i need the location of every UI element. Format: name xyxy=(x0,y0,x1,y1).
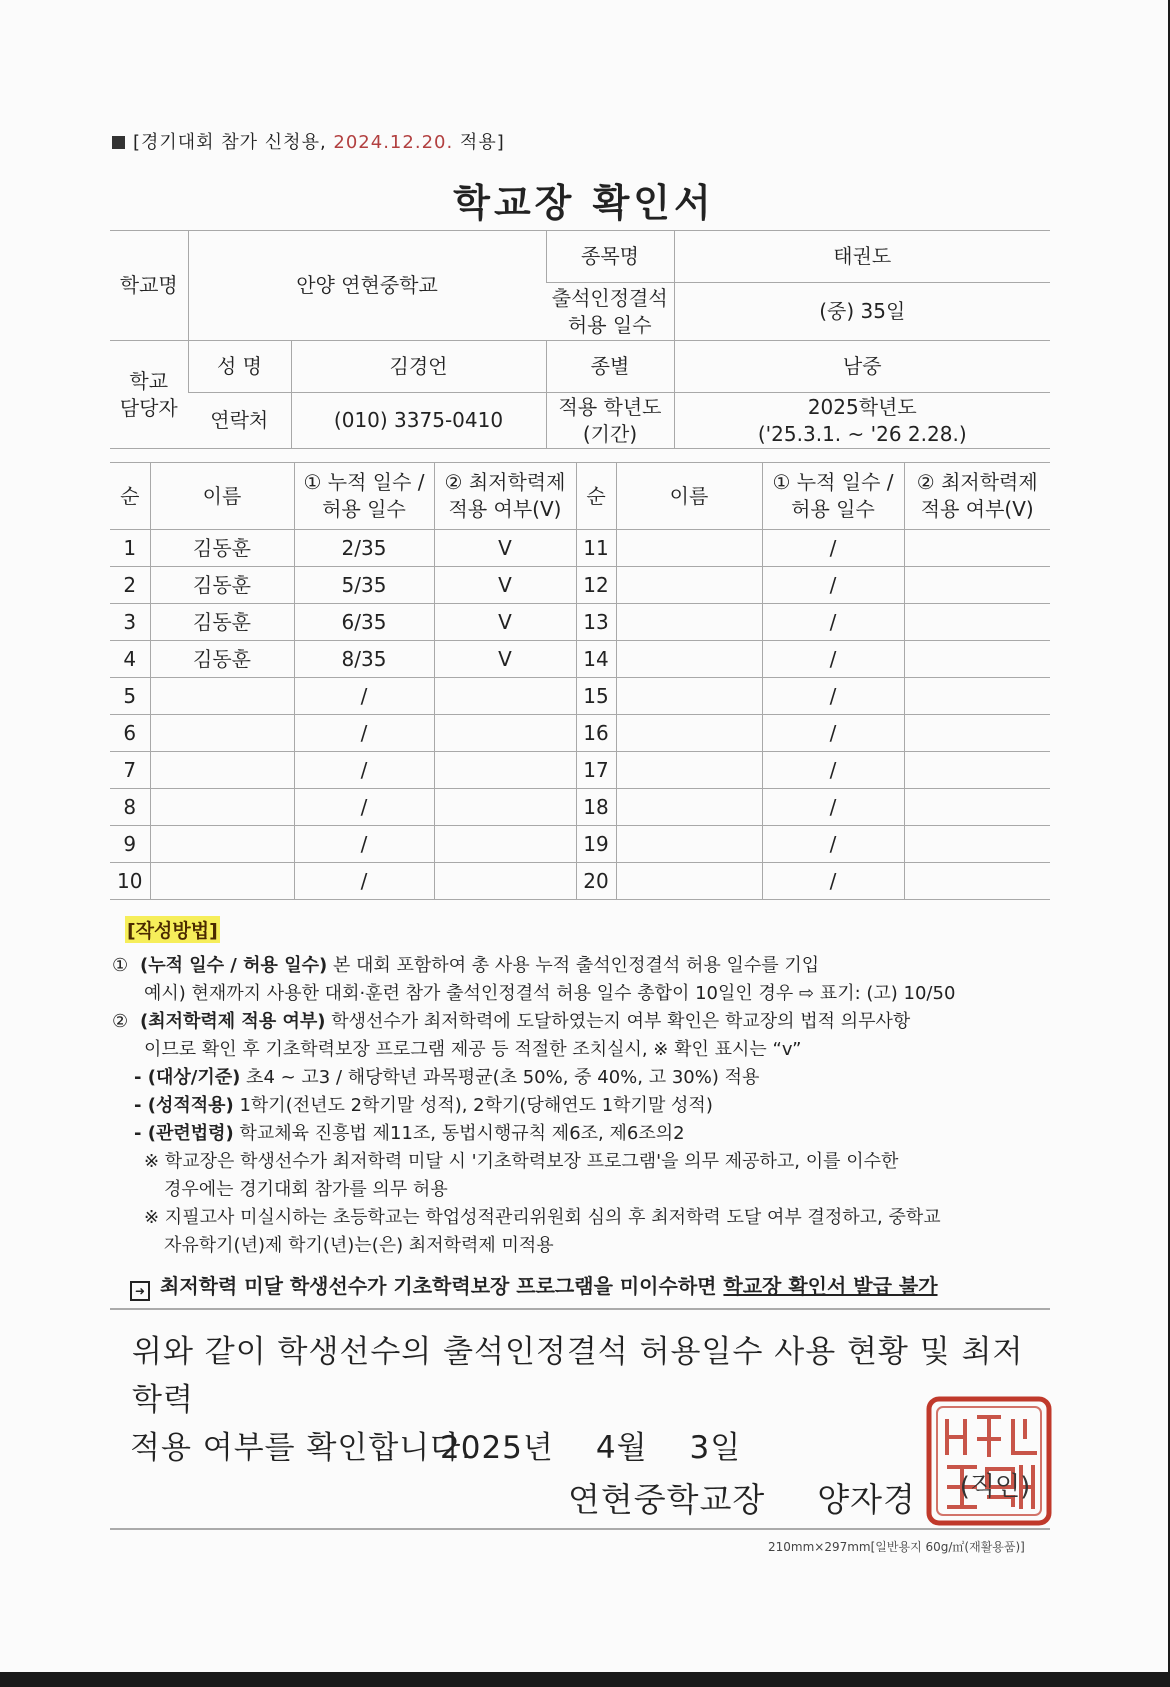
contact-label: 연락처 xyxy=(188,393,291,449)
row-no: 7 xyxy=(110,752,150,789)
row-no: 20 xyxy=(576,863,616,900)
row-days: / xyxy=(762,715,904,752)
row-check xyxy=(434,715,576,752)
b2-text: 1학기(전년도 2학기말 성적), 2학기(당해연도 1학기말 성적) xyxy=(233,1095,713,1116)
allow-days-label xyxy=(546,283,674,341)
table-row xyxy=(110,863,1050,900)
row-days: / xyxy=(762,641,904,678)
col-min-2: 적용 여부(V) xyxy=(448,497,562,521)
row-check xyxy=(904,826,1050,863)
i1-text: 본 대회 포함하여 총 사용 누적 출석인정결석 허용 일수를 기입 xyxy=(327,955,820,976)
row-check: V xyxy=(434,530,576,567)
row-name xyxy=(150,678,294,715)
table-row xyxy=(110,715,1050,752)
row-name xyxy=(616,826,762,863)
bullet-3 xyxy=(112,1120,1052,1148)
row-check: V xyxy=(434,641,576,678)
allow-label-1: 출석인정결석 xyxy=(551,285,668,310)
row-no: 14 xyxy=(576,641,616,678)
row-check xyxy=(904,641,1050,678)
row-no: 4 xyxy=(110,641,150,678)
instruction-2-line2: 이므로 확인 후 기초학력보장 프로그램 제공 등 적절한 조치실시, ※ 확인 표시는 “v” xyxy=(144,1039,802,1060)
row-name xyxy=(150,789,294,826)
date-year: 2025년 xyxy=(440,1430,554,1466)
principal-signature xyxy=(568,1474,916,1521)
row-check xyxy=(904,530,1050,567)
row-days: / xyxy=(762,604,904,641)
row-name xyxy=(616,863,762,900)
sport-label: 종목명 xyxy=(546,231,674,283)
b1-text: 초4 ~ 고3 / 해당학년 과목평균(초 50%, 중 40%, 고 30%) 적용 xyxy=(240,1067,760,1088)
col-days-2: 허용 일수 xyxy=(322,497,406,521)
row-no: 2 xyxy=(110,567,150,604)
year-value-2: ('25.3.1. ~ '26 2.28.) xyxy=(757,421,967,446)
school-label: 학교명 xyxy=(110,231,188,341)
header-note xyxy=(112,128,505,154)
col-min-1: ② 최저학력제 xyxy=(444,470,566,494)
year-label-1: 적용 학년도 xyxy=(558,394,662,419)
row-days: 2/35 xyxy=(294,530,434,567)
date-month: 4월 xyxy=(595,1430,648,1466)
row-check xyxy=(434,863,576,900)
table-row xyxy=(110,641,1050,678)
arrow-box-icon: ➜ xyxy=(130,1281,150,1301)
instruction-1-example: 예시) 현재까지 사용한 대회·훈련 참가 출석인정결석 허용 일수 총합이 10일인 경우 ⇨ 표기: (고) 10/50 xyxy=(144,983,956,1004)
header-date: 2024.12.20. xyxy=(333,132,454,153)
row-no: 19 xyxy=(576,826,616,863)
row-no: 5 xyxy=(110,678,150,715)
school-name: 안양 연현중학교 xyxy=(188,231,546,341)
col-name: 이름 xyxy=(150,463,294,530)
row-check xyxy=(904,567,1050,604)
bottom-divider xyxy=(110,1528,1050,1530)
gender-value: 남중 xyxy=(674,341,1050,393)
row-check: V xyxy=(434,604,576,641)
row-name xyxy=(616,789,762,826)
section-title: [작성방법] xyxy=(125,916,220,943)
row-no: 17 xyxy=(576,752,616,789)
col-min xyxy=(434,463,576,530)
col-name-right: 이름 xyxy=(616,463,762,530)
row-days: / xyxy=(294,826,434,863)
row-days: / xyxy=(762,863,904,900)
row-days: / xyxy=(294,789,434,826)
official-seal-stamp xyxy=(925,1395,1053,1527)
instruction-2 xyxy=(112,1008,1052,1036)
note-1-line1: ※ 학교장은 학생선수가 최저학력 미달 시 '기초학력보장 프로그램'을 의무 제공하고, 이를 이수한 xyxy=(144,1151,899,1172)
row-name: 김동훈 xyxy=(150,567,294,604)
date-day: 3일 xyxy=(689,1430,742,1466)
row-no: 6 xyxy=(110,715,150,752)
row-days: / xyxy=(762,752,904,789)
row-no: 9 xyxy=(110,826,150,863)
year-label-2: (기간) xyxy=(582,421,638,446)
row-days: / xyxy=(762,826,904,863)
row-name xyxy=(616,678,762,715)
row-check xyxy=(434,752,576,789)
instructions xyxy=(112,952,1052,1260)
header-prefix: [경기대회 참가 신청용, xyxy=(133,132,334,153)
note-2-line2: 자유학기(년)제 학기(년)는(은) 최저학력제 미적용 xyxy=(164,1235,554,1256)
row-no: 1 xyxy=(110,530,150,567)
confirm-line1: 위와 같이 학생선수의 출석인정결석 허용일수 사용 현황 및 최저학력 xyxy=(132,1334,1024,1418)
row-days: 6/35 xyxy=(294,604,434,641)
row-name xyxy=(150,715,294,752)
note-2-line1: ※ 지필고사 미실시하는 초등학교는 학업성적관리위원회 심의 후 최저학력 도달 여부 결정하고, 중학교 xyxy=(144,1207,941,1228)
row-name xyxy=(616,604,762,641)
year-label xyxy=(546,393,674,449)
row-days: / xyxy=(294,863,434,900)
row-check xyxy=(904,678,1050,715)
b3-text: 학교체육 진흥법 제11조, 동법시행규칙 제6조, 제6조의2 xyxy=(233,1123,685,1144)
table-row xyxy=(110,567,1050,604)
row-no: 3 xyxy=(110,604,150,641)
row-no: 13 xyxy=(576,604,616,641)
b1-bold: - (대상/기준) xyxy=(134,1067,241,1088)
row-no: 15 xyxy=(576,678,616,715)
note-text: 최저학력 미달 학생선수가 기초학력보장 프로그램을 미이수하면 xyxy=(160,1274,724,1298)
manager-label-2: 담당자 xyxy=(119,395,178,420)
year-value xyxy=(674,393,1050,449)
instruction-1 xyxy=(112,952,1052,980)
row-name xyxy=(616,715,762,752)
divider xyxy=(110,1308,1050,1310)
row-days: / xyxy=(762,678,904,715)
row-no: 18 xyxy=(576,789,616,826)
row-days: / xyxy=(294,752,434,789)
row-name xyxy=(616,530,762,567)
row-check xyxy=(434,789,576,826)
row-check xyxy=(904,863,1050,900)
row-days: 8/35 xyxy=(294,641,434,678)
row-days: / xyxy=(762,530,904,567)
num-2: ② xyxy=(112,1011,129,1032)
name-label: 성 명 xyxy=(188,341,291,393)
row-name xyxy=(150,752,294,789)
row-no: 10 xyxy=(110,863,150,900)
bullet-1 xyxy=(112,1064,1052,1092)
manager-label xyxy=(110,341,188,449)
row-no: 8 xyxy=(110,789,150,826)
table-row xyxy=(110,604,1050,641)
important-note xyxy=(130,1270,938,1301)
row-name: 김동훈 xyxy=(150,604,294,641)
col-days-right xyxy=(762,463,904,530)
row-name xyxy=(616,567,762,604)
b3-bold: - (관련법령) xyxy=(134,1123,234,1144)
principal-name: 양자경 xyxy=(817,1480,916,1519)
year-value-1: 2025학년도 xyxy=(807,394,917,419)
page-title: 학교장 확인서 xyxy=(453,181,715,225)
manager-label-1: 학교 xyxy=(129,368,169,393)
col-days-2-right: 허용 일수 xyxy=(791,497,875,521)
row-name xyxy=(616,641,762,678)
i1-bold: (누적 일수 / 허용 일수) xyxy=(140,955,328,976)
row-no: 12 xyxy=(576,567,616,604)
note-1-line2: 경우에는 경기대회 참가를 의무 허용 xyxy=(164,1179,448,1200)
row-check xyxy=(904,604,1050,641)
row-name: 김동훈 xyxy=(150,641,294,678)
gender-label: 종별 xyxy=(546,341,674,393)
student-table xyxy=(110,462,1050,900)
col-days-1-right: ① 누적 일수 / xyxy=(772,470,894,494)
col-days xyxy=(294,463,434,530)
row-days: 5/35 xyxy=(294,567,434,604)
row-name xyxy=(150,863,294,900)
row-name xyxy=(150,826,294,863)
row-check xyxy=(904,789,1050,826)
row-no: 11 xyxy=(576,530,616,567)
col-min-1-right: ② 최저학력제 xyxy=(916,470,1038,494)
col-no: 순 xyxy=(110,463,150,530)
square-bullet-icon xyxy=(112,136,125,149)
row-check xyxy=(904,752,1050,789)
row-no: 16 xyxy=(576,715,616,752)
row-check: V xyxy=(434,567,576,604)
table-row xyxy=(110,789,1050,826)
row-name: 김동훈 xyxy=(150,530,294,567)
sport-value: 태권도 xyxy=(674,231,1050,283)
table-row xyxy=(110,530,1050,567)
name-value: 김경언 xyxy=(291,341,546,393)
school-info-table xyxy=(110,230,1050,449)
bullet-2 xyxy=(112,1092,1052,1120)
seal-label: (직인) xyxy=(959,1472,1031,1502)
row-days: / xyxy=(762,789,904,826)
row-days: / xyxy=(762,567,904,604)
num-1: ① xyxy=(112,955,129,976)
table-row xyxy=(110,752,1050,789)
col-no-right: 순 xyxy=(576,463,616,530)
confirm-line2: 적용 여부를 확인합니다. xyxy=(130,1430,473,1466)
table-row xyxy=(110,678,1050,715)
row-days: / xyxy=(294,678,434,715)
note-underline: 학교장 확인서 발급 불가 xyxy=(723,1274,938,1298)
col-min-right xyxy=(904,463,1050,530)
principal-title: 연현중학교장 xyxy=(568,1480,766,1519)
table-row xyxy=(110,826,1050,863)
row-name xyxy=(616,752,762,789)
signature-date xyxy=(440,1422,783,1467)
col-min-2-right: 적용 여부(V) xyxy=(920,497,1034,521)
i2-bold: (최저학력제 적용 여부) xyxy=(140,1011,326,1032)
row-check xyxy=(434,826,576,863)
paper-spec-footer: 210mm×297mm[일반용지 60g/㎡(재활용품)] xyxy=(768,1540,1025,1554)
col-days-1: ① 누적 일수 / xyxy=(303,470,425,494)
row-check xyxy=(904,715,1050,752)
row-check xyxy=(434,678,576,715)
header-suffix: 적용] xyxy=(453,132,505,153)
allow-days-value: (중) 35일 xyxy=(674,283,1050,341)
b2-bold: - (성적적용) xyxy=(134,1095,234,1116)
row-days: / xyxy=(294,715,434,752)
contact-value: (010) 3375-0410 xyxy=(291,393,546,449)
allow-label-2: 허용 일수 xyxy=(567,312,652,337)
i2-text: 학생선수가 최저학력에 도달하였는지 여부 확인은 학교장의 법적 의무사항 xyxy=(325,1011,911,1032)
